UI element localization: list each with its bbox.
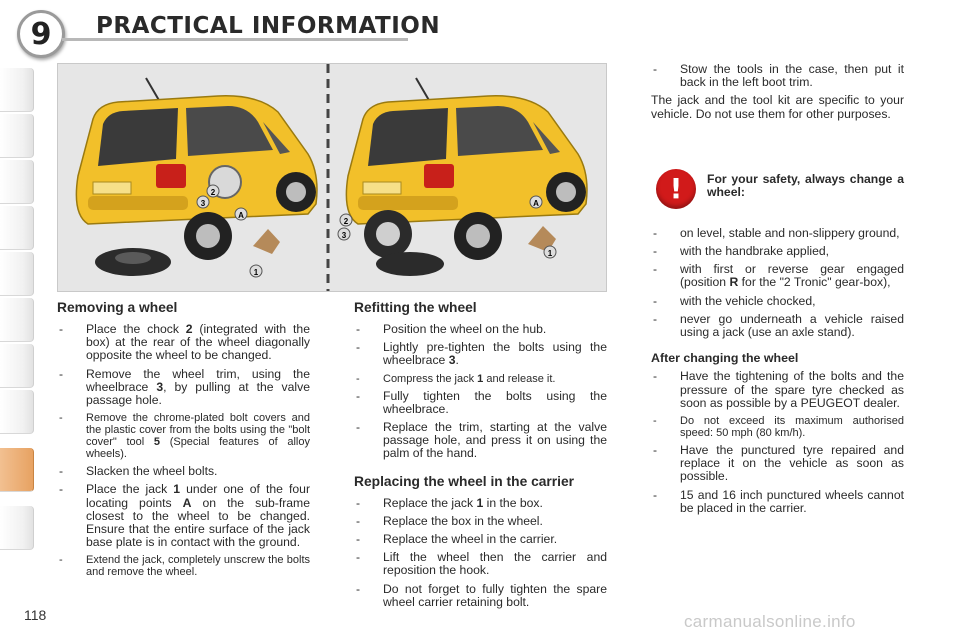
chapter-tab[interactable] [0, 252, 34, 296]
page-number: 118 [24, 607, 47, 623]
right-column [651, 63, 904, 520]
list-item: - with the handbrake applied, [651, 245, 904, 258]
list-item: - Replace the box in the wheel. [354, 515, 607, 528]
list-item: - Replace the trim, starting at the valve passage hole, and press it on using the palm of the hand. [354, 421, 607, 461]
list-item: - 15 and 16 inch punctured wheels cannot be placed in the carrier. [651, 489, 904, 515]
chapter-tab[interactable] [0, 68, 34, 112]
chapter-tab[interactable] [0, 206, 34, 250]
list-item: - Remove the chrome-plated bolt covers and the plastic cover from the bolts using the "bolt cover" tool 5 (Special features of alloy wheels). [57, 412, 310, 460]
page-title: PRACTICAL INFORMATION [96, 13, 441, 39]
list-item: - Place the jack 1 under one of the four locating points A on the sub-frame closest to the wheel to be changed. Ensure that the entire surface of the jack base plate is in contact with the ground. [57, 483, 310, 549]
after-changing-title: After changing the wheel [651, 351, 799, 366]
warning-icon: ! [656, 169, 696, 209]
list-item: - Lightly pre-tighten the bolts using the wheelbrace 3. [354, 341, 607, 367]
wheel-change-illustration [57, 63, 607, 292]
list-item: - Compress the jack 1 and release it. [354, 373, 607, 385]
replacing-title: Replacing the wheel in the carrier [354, 473, 575, 489]
callout-left-2: 2 [210, 188, 216, 197]
safety-warning [651, 161, 904, 221]
after-changing-list [651, 370, 904, 515]
list-item: - Extend the jack, completely unscrew the bolts and remove the wheel. [57, 554, 310, 578]
list-item: - on level, stable and non-slippery ground, [651, 227, 904, 240]
list-item: - Remove the wheel trim, using the wheelbrace 3, by pulling at the valve passage hole. [57, 368, 310, 408]
list-item: - Have the tightening of the bolts and the pressure of the spare tyre checked as soon as possible by a PEUGEOT dealer. [651, 370, 904, 410]
callout-right-a: A [533, 199, 539, 208]
list-item: - Do not exceed its maximum authorised speed: 50 mph (80 km/h). [651, 415, 904, 439]
chapter-tab[interactable] [0, 114, 34, 158]
safety-list [651, 227, 904, 339]
chapter-tab-active[interactable] [0, 448, 34, 492]
list-item: - with first or reverse gear engaged (position R for the "2 Tronic" gear-box), [651, 263, 904, 289]
callout-left-a: A [238, 211, 244, 220]
callout-left-1: 1 [253, 268, 259, 277]
list-item: - Place the chock 2 (integrated with the box) at the rear of the wheel diagonally opposite the wheel to be changed. [57, 323, 310, 363]
list-item: - Have the punctured tyre repaired and replace it on the vehicle as soon as possible. [651, 444, 904, 484]
removing-section [57, 300, 310, 583]
list-item: - with the vehicle chocked, [651, 295, 904, 308]
removing-title: Removing a wheel [57, 300, 178, 315]
list-item: - Position the wheel on the hub. [354, 323, 607, 336]
callout-right-2: 2 [343, 217, 349, 226]
chapter-tab[interactable] [0, 160, 34, 204]
callout-left-3: 3 [200, 199, 206, 208]
list-item: - never go underneath a vehicle raised using a jack (use an axle stand). [651, 313, 904, 339]
callout-right-1: 1 [547, 249, 553, 258]
chapter-tab[interactable] [0, 344, 34, 388]
refitting-title: Refitting the wheel [354, 300, 477, 315]
chapter-number-badge: 9 [17, 10, 65, 58]
safety-warning-title: For your safety, always change a wheel: [707, 171, 904, 200]
refitting-section [354, 300, 607, 614]
chapter-tab[interactable] [0, 506, 34, 550]
chapter-tabs [0, 68, 34, 578]
list-item: - Do not forget to fully tighten the spare wheel carrier retaining bolt. [354, 583, 607, 609]
callout-right-3: 3 [341, 231, 347, 240]
list-item: - Slacken the wheel bolts. [57, 465, 310, 478]
car-wheel-change-drawing [58, 64, 607, 292]
refitting-list [354, 323, 607, 461]
removing-list [57, 323, 310, 578]
list-item: - Replace the wheel in the carrier. [354, 533, 607, 546]
chapter-tab[interactable] [0, 298, 34, 342]
watermark: carmanualsonline.info [684, 612, 856, 631]
tool-kit-note: The jack and the tool kit are specific to your vehicle. Do not use them for other purposes. [651, 93, 904, 121]
chapter-tab[interactable] [0, 390, 34, 434]
stow-list [651, 63, 904, 89]
list-item: - Stow the tools in the case, then put it back in the left boot trim. [651, 63, 904, 89]
list-item: - Replace the jack 1 in the box. [354, 497, 607, 510]
list-item: - Fully tighten the bolts using the wheelbrace. [354, 390, 607, 416]
replacing-list [354, 497, 607, 609]
list-item: - Lift the wheel then the carrier and reposition the hook. [354, 551, 607, 577]
